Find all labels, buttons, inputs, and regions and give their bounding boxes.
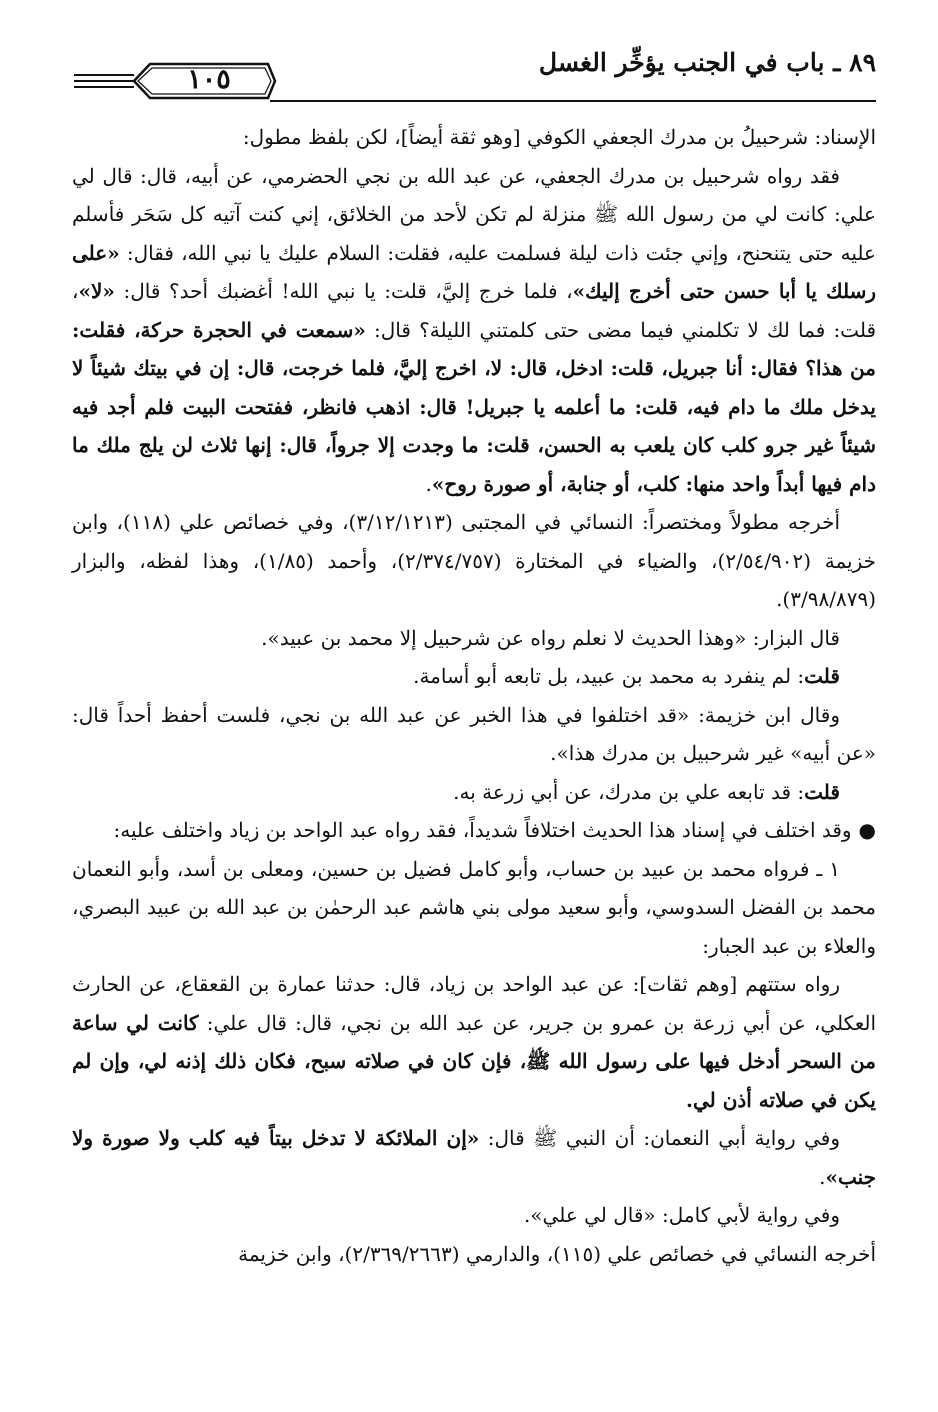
text-segment: فقد رواه شرحبيل بن مدرك الجعفي، عن عبد الله بن نجي الحضرمي، عن أبيه، قال: قال لي علي: كانت لي من رسول الله ﷺ منزلة لم تكن لأحد من الخلائق، إني كنت آتيه كل سَحَر فأسلم عليه حتى يتنحنح، وإني جئت ذات ليلة فسلمت عليه، فقلت: السلام عليك يا نبي الله، فقال: (72, 163, 876, 265)
bold-text-segment: كانت لي ساعة من السحر أدخل فيها على رسول الله ﷺ، فإن كان في صلاته سبح، فكان ذلك إذنه لي، وإن لم يكن في صلاته أذن لي. (72, 1010, 876, 1112)
paragraph (72, 157, 876, 504)
text-segment: أخرجه النسائي في خصائص علي (١١٥)، والدارمي (٢/٣٦٩/٢٦٦٣)، وابن خزيمة (238, 1241, 876, 1266)
text-segment: . (425, 471, 432, 496)
page-number-ornament (72, 58, 277, 104)
text-segment: رواه ستتهم [وهم ثقات]: عن عبد الواحد بن زياد، قال: حدثنا عمارة بن القعقاع، عن الحارث العكلي، عن أبي زرعة بن عمرو بن جرير، عن عبد الله بن نجي، قال: قال علي: (72, 972, 876, 1035)
paragraph (72, 773, 876, 812)
bold-text-segment: «على رسلك يا أبا حسن حتى أخرج إليك» (72, 240, 877, 303)
paragraph (72, 696, 876, 773)
paragraph (72, 850, 876, 966)
text-segment: قال البزار: «وهذا الحديث لا نعلم رواه عن شرحبيل إلا محمد بن عبيد». (261, 625, 840, 650)
header-rule (270, 100, 876, 102)
text-segment: وفي رواية لأبي كامل: «قال لي علي». (523, 1203, 840, 1227)
text-segment: : قد تابعه علي بن مدرك، عن أبي زرعة به. (453, 779, 805, 804)
paragraph (72, 118, 876, 157)
bold-text-segment: قلت (804, 664, 840, 688)
paragraph (72, 1235, 876, 1274)
paragraph (72, 1119, 876, 1196)
document-body (72, 118, 876, 1273)
paragraph (72, 811, 876, 850)
text-segment: ، قلت: فما لك لا تكلمني فيما مضى حتى كلمتني الليلة؟ قال: (72, 279, 877, 342)
chapter-title: ٨٩ ـ باب في الجنب يؤخِّر الغسل (538, 48, 876, 77)
bold-text-segment: «سمعت في الحجرة حركة، فقلت: من هذا؟ فقال: أنا جبريل، قلت: ادخل، قال: لا، اخرج إليَّ، فلما خرجت، قال: إن في بيتك شيئاً لا يدخل ملك ما دام فيه، قلت: ما أعلمه يا جبريل! قال: اذهب فانظر، ففتحت البيت فلم أجد فيه شيئاً غير جرو كلب كان يلعب به الحسن، قلت: ما وجدت إلا جرواً، قال: إنها ثلاث لن يلج ملك ما دام فيها أبداً واحد منها: كلب، أو جنابة، أو صورة روح» (72, 317, 876, 496)
text-segment: . (819, 1164, 826, 1189)
text-segment: وقد اختلف في إسناد هذا الحديث اختلافاً شديداً، فقد رواه عبد الواحد بن زياد واختلف عليه: (113, 818, 852, 842)
paragraph (72, 503, 876, 619)
paragraph (72, 1196, 876, 1235)
paragraph (72, 965, 876, 1119)
page-number: ١٠٥ (187, 64, 231, 95)
text-segment: ١ ـ فرواه محمد بن عبيد بن حساب، وأبو كامل فضيل بن حسين، ومعلى بن أسد، وأبو النعمان محمد بن الفضل السدوسي، وأبو سعيد مولى بني هاشم عبد الرحمٰن بن عبد الله بن عبيد البصري، والعلاء بن عبد الجبار: (72, 856, 876, 958)
text-segment: وقال ابن خزيمة: «قد اختلفوا في هذا الخبر عن عبد الله بن نجي، فلست أحفظ أحداً قال: «عن أبيه» غير شرحبيل بن مدرك هذا». (72, 702, 876, 765)
text-segment: وفي رواية أبي النعمان: أن النبي ﷺ قال: (479, 1126, 841, 1150)
bold-text-segment: «إن الملائكة لا تدخل بيتاً فيه كلب ولا صورة ولا جنب» (72, 1126, 876, 1189)
text-segment: ، فلما خرج إليَّ، قلت: يا نبي الله! أغضبك أحد؟ قال: (114, 279, 573, 303)
text-segment: : لم ينفرد به محمد بن عبيد، بل تابعه أبو أسامة. (413, 664, 805, 688)
text-segment: الإسناد: شرحبيلُ بن مدرك الجعفي الكوفي [وهو ثقة أيضاً]، لكن بلفظ مطول: (242, 125, 876, 149)
bold-text-segment: قلت (804, 779, 840, 804)
paragraph (72, 657, 876, 696)
paragraph (72, 619, 876, 658)
text-segment: أخرجه مطولاً ومختصراً: النسائي في المجتبى (٣/١٢/١٢١٣)، وفي خصائص علي (١١٨)، وابن خزيمة (٢/٥٤/٩٠٢)، والضياء في المختارة (٢/٣٧٤/٧٥٧)، وأحمد (١/٨٥)، وهذا لفظه، والبزار (٣/٩٨/٨٧٩). (72, 510, 876, 611)
bold-text-segment: «لا» (78, 279, 115, 303)
page-header (72, 40, 876, 108)
bold-text-segment: ● (851, 818, 876, 842)
